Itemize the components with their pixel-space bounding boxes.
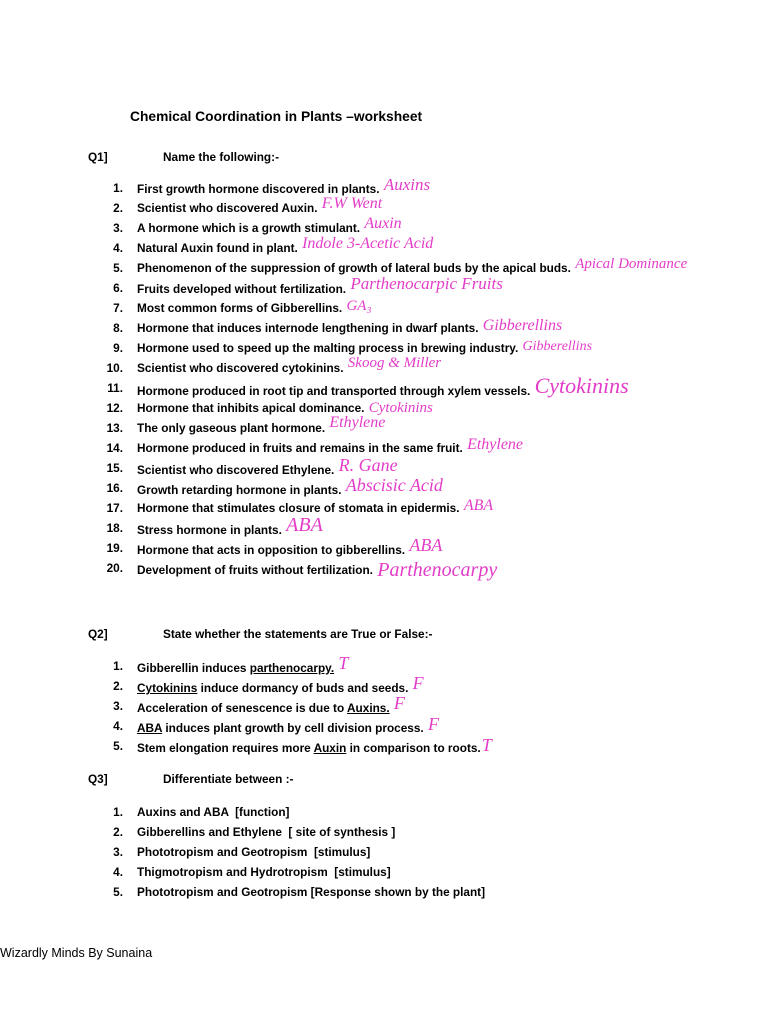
question-text: First growth hormone discovered in plants. xyxy=(137,182,380,196)
item-number: 2. xyxy=(113,825,123,839)
q2-item xyxy=(93,716,492,736)
statement-text: induces plant growth by cell division process. xyxy=(162,721,424,735)
q3-header xyxy=(88,770,688,788)
item-number: 16. xyxy=(106,481,123,495)
handwritten-answer: Abscisic Acid xyxy=(345,475,443,495)
handwritten-answer: Parthenocarpic Fruits xyxy=(350,274,503,293)
item-number: 11. xyxy=(107,381,123,395)
item-number: 5. xyxy=(113,885,123,899)
handwritten-answer: Gibberellins xyxy=(482,317,563,334)
q1-item xyxy=(93,398,687,418)
q3-prompt: Differentiate between :- xyxy=(163,772,294,786)
item-number: 6. xyxy=(113,281,123,295)
handwritten-answer: Cytokinins xyxy=(534,373,629,398)
q3-item xyxy=(93,842,485,862)
item-number: 4. xyxy=(113,719,123,733)
question-text: Growth retarding hormone in plants. xyxy=(137,483,342,497)
item-number: 4. xyxy=(113,865,123,879)
q1-item xyxy=(93,274,687,298)
item-number: 18. xyxy=(106,521,123,535)
item-number: 1. xyxy=(113,805,123,819)
question-text: Fruits developed without fertilization. xyxy=(137,282,347,296)
q2-item xyxy=(93,693,492,716)
handwritten-answer: ABA xyxy=(463,497,494,514)
statement-text: Gibberellin induces xyxy=(137,661,250,675)
item-number: 3. xyxy=(113,845,123,859)
statement-text: Acceleration of senescence is due to xyxy=(137,701,348,715)
question-text: Scientist who discovered cytokinins. xyxy=(137,361,344,375)
handwritten-answer: Ethylene xyxy=(329,414,386,431)
q2-item xyxy=(93,736,492,756)
handwritten-answer: GA₃ xyxy=(346,298,372,314)
handwritten-answer: ABA xyxy=(286,514,323,536)
q3-item xyxy=(93,822,485,842)
q2-prompt: State whether the statements are True or False:- xyxy=(163,627,433,641)
q2-label: Q2] xyxy=(88,627,108,641)
question-text: Gibberellins and Ethylene [ site of synthesis ] xyxy=(137,825,396,839)
q3-list xyxy=(93,802,485,901)
q3-item xyxy=(93,802,485,822)
item-number: 4. xyxy=(113,241,123,255)
question-text: Hormone produced in fruits and remains in the same fruit. xyxy=(137,441,463,455)
handwritten-answer: F xyxy=(393,693,405,713)
q1-label: Q1] xyxy=(88,150,108,164)
question-text: Phototropism and Geotropism [stimulus] xyxy=(137,845,371,859)
question-text: Scientist who discovered Auxin. xyxy=(137,201,318,215)
handwritten-answer: Gibberellins xyxy=(522,339,593,354)
handwritten-answer: Indole 3-Acetic Acid xyxy=(302,235,434,252)
handwritten-answer: Auxin xyxy=(364,215,402,232)
item-number: 17. xyxy=(106,501,123,515)
item-number: 14. xyxy=(106,441,123,455)
question-text: Phototropism and Geotropism [Response shown by the plant] xyxy=(137,885,486,899)
question-text: Hormone that stimulates closure of stomata in epidermis. xyxy=(137,501,460,515)
item-number: 12. xyxy=(106,401,123,415)
handwritten-answer: Auxins xyxy=(383,175,431,194)
question-text: Hormone that induces internode lengthening in dwarf plants. xyxy=(137,321,479,335)
item-number: 3. xyxy=(113,699,123,713)
handwritten-answer: F xyxy=(412,673,424,693)
q3-item xyxy=(93,862,485,882)
handwritten-answer: Cytokinins xyxy=(368,400,433,416)
question-text: A hormone which is a growth stimulant. xyxy=(137,221,361,235)
item-number: 3. xyxy=(113,221,123,235)
question-text: Hormone that inhibits apical dominance. xyxy=(137,401,365,415)
question-text: Thigmotropism and Hydrotropism [stimulus] xyxy=(137,865,391,879)
underlined-term: parthenocarpy. xyxy=(249,661,335,675)
q1-item xyxy=(93,558,687,581)
q1-list xyxy=(93,175,688,581)
handwritten-answer: Skoog & Miller xyxy=(347,355,442,371)
question-text: Most common forms of Gibberellins. xyxy=(137,301,343,315)
q2-list xyxy=(93,653,492,756)
q3-label: Q3] xyxy=(88,772,108,786)
item-number: 10. xyxy=(106,361,123,375)
question-text: The only gaseous plant hormone. xyxy=(137,421,326,435)
q1-item xyxy=(93,235,687,258)
item-number: 2. xyxy=(113,679,123,693)
q1-item xyxy=(93,514,687,538)
item-number: 8. xyxy=(113,321,123,335)
handwritten-answer: Ethylene xyxy=(467,436,524,453)
handwritten-answer: R. Gane xyxy=(338,455,398,475)
question-text: Natural Auxin found in plant. xyxy=(137,241,298,255)
q1-prompt: Name the following:- xyxy=(163,150,279,164)
question-text: Auxins and ABA [function] xyxy=(137,805,290,819)
q1-header xyxy=(88,148,688,166)
q1-item xyxy=(93,414,687,438)
q1-item xyxy=(93,298,687,318)
item-number: 19. xyxy=(106,541,123,555)
question-text: Hormone produced in root tip and transported through xylem vessels. xyxy=(137,384,531,398)
underlined-term: ABA xyxy=(137,721,163,735)
handwritten-answer: T xyxy=(481,735,492,755)
underlined-term: Cytokinins xyxy=(137,681,198,695)
q2-item xyxy=(93,673,492,696)
q1-item xyxy=(93,498,687,518)
item-number: 2. xyxy=(113,201,123,215)
underlined-term: Auxins. xyxy=(347,701,390,715)
item-number: 1. xyxy=(113,659,123,673)
q2-item xyxy=(93,653,492,676)
statement-text: Stem elongation requires more xyxy=(137,741,314,755)
footer-credit: Wizardly Minds By Sunaina xyxy=(0,946,153,960)
q3-item xyxy=(93,882,485,901)
handwritten-answer: F xyxy=(427,714,439,734)
q1-item xyxy=(93,373,687,398)
q1-item xyxy=(93,318,687,338)
q2-header xyxy=(88,625,688,643)
handwritten-answer: ABA xyxy=(409,535,443,555)
question-text: Development of fruits without fertilization. xyxy=(137,563,373,577)
handwritten-answer: Apical Dominance xyxy=(575,256,688,272)
handwritten-answer: F.W Went xyxy=(321,195,383,212)
question-text: Phenomenon of the suppression of growth of lateral buds by the apical buds. xyxy=(137,261,571,275)
item-number: 9. xyxy=(113,341,123,355)
item-number: 7. xyxy=(113,301,123,315)
item-number: 13. xyxy=(106,421,123,435)
underlined-term: Auxin xyxy=(313,741,347,755)
question-text: Scientist who discovered Ethylene. xyxy=(137,463,335,477)
q1-item xyxy=(93,535,687,558)
item-number: 1. xyxy=(113,181,123,195)
item-number: 5. xyxy=(113,261,123,275)
statement-text: in comparison to roots. xyxy=(346,741,481,755)
handwritten-answer: Parthenocarpy xyxy=(377,559,498,581)
handwritten-answer: T xyxy=(338,653,349,673)
page-title: Chemical Coordination in Plants –worksheet xyxy=(130,109,423,124)
q1-item xyxy=(93,175,687,198)
question-text: Stress hormone in plants. xyxy=(137,523,282,537)
item-number: 15. xyxy=(106,461,123,475)
question-text: Hormone that acts in opposition to gibberellins. xyxy=(137,543,406,557)
item-number: 20. xyxy=(106,561,123,575)
q1-item xyxy=(93,475,687,498)
question-text: Hormone used to speed up the malting process in brewing industry. xyxy=(137,341,519,355)
statement-text: induce dormancy of buds and seeds. xyxy=(197,681,409,695)
item-number: 5. xyxy=(113,739,123,753)
